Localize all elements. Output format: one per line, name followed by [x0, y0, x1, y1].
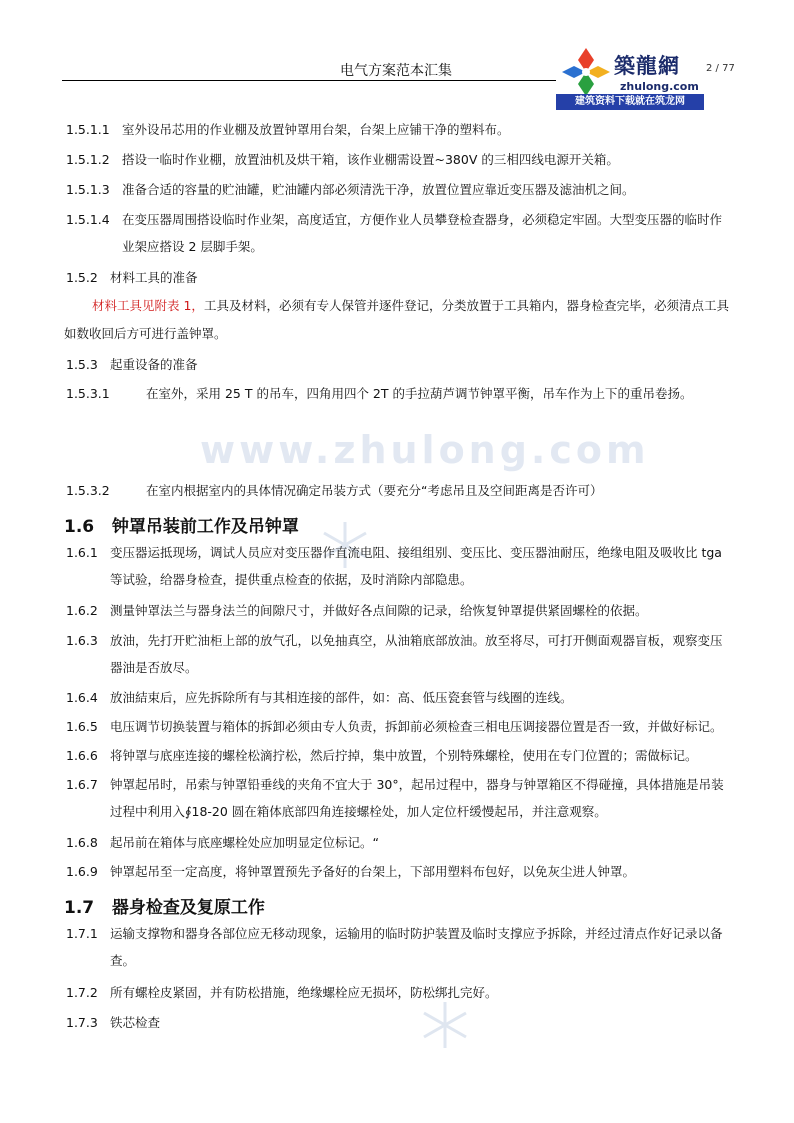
section-heading-1-7: [64, 893, 265, 918]
item-text: 室外设吊芯用的作业棚及放置钟罩用台架，台架上应铺干净的塑料布。: [122, 122, 510, 137]
item-number: 1.6.7: [66, 777, 98, 792]
item-text: 准备合适的容量的贮油罐，贮油罐内部必须清洗干净，放置位置应靠近变压器及滤油机之间。: [122, 182, 635, 197]
item-text-continued: 如数收回后方可进行盖钟罩。: [64, 326, 227, 341]
item-text-continued: 器油是否放尽。: [110, 660, 198, 675]
header-title: 电气方案范本汇集: [340, 63, 452, 79]
item-number: 1.6.9: [66, 864, 98, 879]
section-number: 1.7: [64, 898, 95, 918]
section-title: 器身检查及复原工作: [111, 898, 265, 918]
item-number: 1.6.1: [66, 545, 98, 560]
materials-text: 工具及材料，必须有专人保管并逐件登记，分类放置于工具箱内，器身检查完毕，必须清点工具: [203, 298, 729, 313]
item-text: 钟罩起吊至一定高度，将钟罩置预先予备好的台架上，下部用塑料布包好，以免灰尘进人钟罩。: [110, 864, 636, 879]
item-text: 在室外，采用 25 T 的吊车，四角用四个 2T 的手拉葫芦调节钟罩平衡，吊车作为上下的重吊卷扬。: [146, 386, 693, 401]
item-number: 1.6.8: [66, 835, 98, 850]
item-number: 1.5.3.2: [66, 483, 110, 498]
item-number: 1.5.3: [66, 357, 98, 372]
item-number: 1.5.1.4: [66, 212, 110, 227]
logo-cn-text: 築龍網: [614, 53, 680, 78]
logo-snowflake-icon: [558, 46, 614, 96]
item-text-continued: 等试验，给器身检查，提供重点检查的依据，及时消除内部隐患。: [110, 572, 473, 587]
item-text: 所有螺栓皮紧固，并有防松措施，绝缘螺栓应无损坏，防松绑扎完好。: [110, 985, 498, 1000]
item-number: 1.7.3: [66, 1015, 98, 1030]
item-number: 1.7.2: [66, 985, 98, 1000]
item-text: 起吊前在箱体与底座螺栓处应加明显定位标记。“: [110, 835, 379, 850]
item-number: 1.5.1.3: [66, 182, 110, 197]
item-text: 钟罩起吊时，吊索与钟罩铅垂线的夹角不宜大于 30°，起吊过程中，器身与钟罩箱区不得碰撞，具体措施是吊装: [110, 777, 724, 792]
page-number: 2 / 77: [706, 63, 735, 74]
item-text: 运输支撑物和器身各部位应无移动现象，运输用的临时防护装置及临时支撑应予拆除，并经过清点作好记录以备: [110, 926, 723, 941]
item-number: 1.6.6: [66, 748, 98, 763]
item-number: 1.5.1.1: [66, 122, 110, 137]
item-text: 材料工具的准备: [110, 270, 198, 285]
item-text: 放油，先打开贮油柜上部的放气孔，以免抽真空，从油箱底部放油。放至将尽，可打开侧面观器盲板，观察变压: [110, 633, 723, 648]
item-number: 1.6.4: [66, 690, 98, 705]
item-text: 在变压器周围搭设临时作业架，高度适宜，方便作业人员攀登检查器身，必须稳定牢固。大型变压器的临时作: [122, 212, 723, 227]
item-text: 起重设备的准备: [110, 357, 198, 372]
section-heading-1-6: [64, 512, 299, 537]
materials-red-ref: 材料工具见附表 1，: [92, 298, 204, 313]
logo-en-text: zhulong.com: [620, 80, 699, 93]
section-title: 钟罩吊装前工作及吊钟罩: [111, 517, 299, 537]
watermark: www.zhulong.com: [200, 428, 650, 472]
item-text: 电压调节切换装置与箱体的拆卸必须由专人负责，拆卸前必须检查三相电压调接器位置是否一致，并做好标记。: [110, 719, 723, 734]
item-text-continued: 业架应搭设 2 层脚手架。: [122, 239, 263, 254]
zhulong-logo: [556, 46, 704, 112]
item-text: 将钟罩与底座连接的螺栓松滴拧松，然后拧掉，集中放置，个别特殊螺栓，使用在专门位置的；需做标记。: [110, 748, 698, 763]
section-number: 1.6: [64, 517, 95, 537]
item-number: 1.5.3.1: [66, 386, 110, 401]
logo-slogan: 建筑资料下载就在筑龙网: [556, 94, 704, 110]
item-number: 1.6.3: [66, 633, 98, 648]
item-number: 1.6.5: [66, 719, 98, 734]
materials-paragraph: [92, 297, 729, 315]
item-text-continued: 查。: [110, 953, 136, 968]
watermark-snowflake-icon: [420, 1000, 470, 1050]
item-text-continued: 过程中利用入∮18-20 圆在箱体底部四角连接螺栓处，加人定位杆缓慢起吊，并注意观察。: [110, 804, 607, 819]
header-rule: [62, 80, 556, 81]
item-text: 放油結束后，应先拆除所有与其相连接的部件，如：高、低压瓷套管与线圈的连线。: [110, 690, 573, 705]
item-number: 1.5.2: [66, 270, 98, 285]
item-text: 变压器运抵现场，调试人员应对变压器作直流电阻、接组组别、变压比、变压器油耐压，绝缘电阻及吸收比 tga: [110, 545, 722, 560]
item-number: 1.6.2: [66, 603, 98, 618]
item-number: 1.7.1: [66, 926, 98, 941]
item-text: 铁芯检查: [110, 1015, 161, 1030]
item-text: 搭设一临时作业棚，放置油机及烘干箱，该作业棚需设置~380V 的三相四线电源开关箱。: [122, 152, 619, 167]
item-text: 测量钟罩法兰与器身法兰的间隙尺寸，并做好各点间隙的记录，给恢复钟罩提供紧固螺栓的依据。: [110, 603, 648, 618]
item-text: 在室内根据室内的具体情况确定吊装方式（要充分“考虑吊且及空间距离是否许可）: [146, 483, 603, 498]
item-number: 1.5.1.2: [66, 152, 110, 167]
